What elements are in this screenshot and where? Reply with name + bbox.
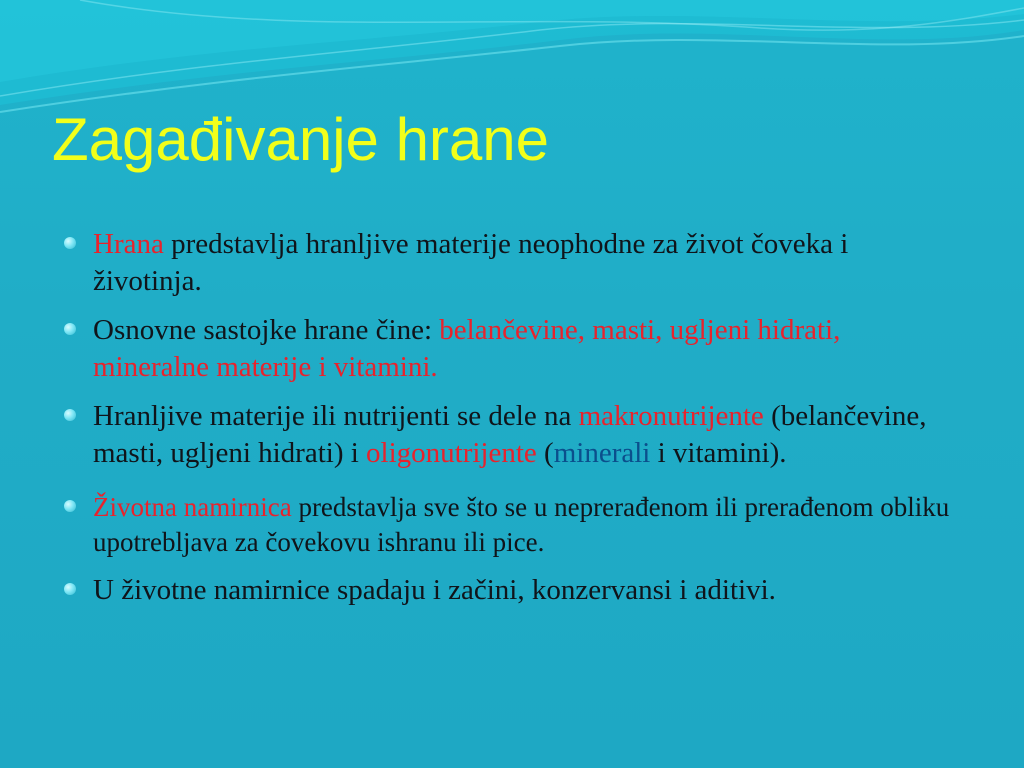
- bullet-item: [62, 226, 962, 300]
- bullet-dot-icon: [64, 409, 76, 421]
- term-makronutrijente: makronutrijente: [578, 400, 764, 432]
- bullet-text: U životne namirnice spadaju i začini, konzervansi i aditivi.: [93, 574, 776, 606]
- bullet-text: i vitamini).: [650, 437, 787, 469]
- bullet-dot-icon: [64, 323, 76, 335]
- bullet-item: [62, 490, 962, 560]
- bullet-list: [62, 226, 962, 609]
- term-oligonutrijente: oligonutrijente: [366, 437, 537, 469]
- term-zivotna-namirnica: Životna namirnica: [93, 492, 292, 522]
- bullet-dot-icon: [64, 237, 76, 249]
- bullet-text: Hranljive materije ili nutrijenti se dele na: [93, 400, 579, 432]
- slide-title: Zagađivanje hrane: [52, 106, 550, 173]
- term-minerali: minerali: [553, 437, 651, 469]
- bullet-item: [62, 572, 962, 609]
- bullet-text: (: [536, 437, 554, 469]
- bullet-text: predstavlja hranljive materije neophodne za život čoveka i životinja.: [93, 228, 849, 297]
- bullet-dot-icon: [64, 583, 76, 595]
- term-hrana: Hrana: [93, 228, 164, 260]
- bullet-text: Osnovne sastojke hrane čine:: [93, 314, 440, 346]
- nutrient-list: belančevine, masti, ugljeni hidrati, mineralne materije i vitamini.: [93, 314, 841, 383]
- bullet-text: (belančevine, masti, ugljeni hidrati) i: [93, 400, 927, 469]
- bullet-item: [62, 398, 962, 472]
- bullet-item: [62, 312, 962, 386]
- bullet-text: predstavlja sve što se u neprerađenom ili prerađenom obliku upotrebljava za čovekovu ishranu ili pice.: [93, 492, 950, 557]
- bullet-dot-icon: [64, 500, 76, 512]
